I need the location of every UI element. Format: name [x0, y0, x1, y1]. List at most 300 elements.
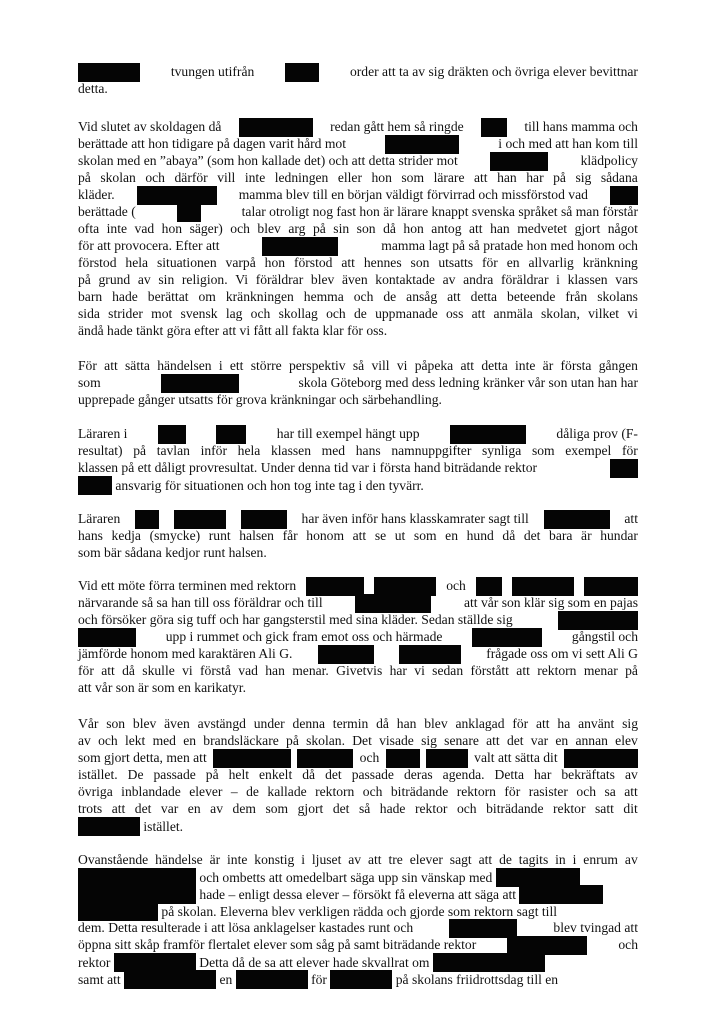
- text-word: som: [413, 528, 437, 543]
- text-word: kedja: [111, 528, 141, 543]
- text-run: och: [359, 750, 380, 765]
- text-run: skolan med en ”abaya” (som hon kallade det) och att detta strider mot: [78, 153, 458, 168]
- text-word: hela: [237, 443, 261, 458]
- text-run: till hans mamma och: [524, 119, 638, 134]
- text-word: detta: [481, 358, 508, 373]
- text-word: med: [152, 733, 176, 748]
- text-word: hund: [466, 528, 494, 543]
- text-word: antog: [431, 221, 462, 236]
- text-line: [78, 442, 638, 459]
- text-word: då: [383, 221, 396, 236]
- text-word: gången: [598, 358, 638, 373]
- text-run: dem. Detta resulterade i att lösa anklagelser kastades runt och: [78, 920, 414, 935]
- text-word: han: [490, 221, 510, 236]
- text-word: elev: [615, 733, 638, 748]
- text-line: [78, 679, 638, 696]
- text-word: förstå: [200, 663, 231, 678]
- text-word: lärare: [433, 170, 465, 185]
- text-word: att: [352, 528, 367, 543]
- text-run: och: [446, 578, 466, 593]
- text-word: hundar: [600, 528, 638, 543]
- text-word: får: [282, 528, 298, 543]
- text-word: helt: [228, 767, 250, 782]
- text-word: de: [246, 784, 259, 799]
- text-run: skola Göteborg med dess ledning kränker vår son utan han har: [298, 375, 638, 390]
- text-run: har till exempel hängt upp: [276, 426, 420, 441]
- text-run: istället.: [140, 819, 187, 834]
- text-line: [78, 732, 638, 749]
- text-word: föräldrar: [500, 272, 549, 287]
- text-word: hennes: [363, 255, 402, 270]
- text-word: påpeka: [414, 358, 454, 373]
- text-word: skollag: [278, 306, 318, 321]
- text-run: talar otroligt nog fast hon är lärare knappt svenska språket så man förstår: [241, 204, 638, 219]
- text-run: upprepade gånger utsatts för grova kränkningar och särbehandling.: [78, 392, 446, 407]
- text-word: allvarlig: [528, 255, 574, 270]
- text-word: de: [353, 306, 367, 321]
- text-run: att: [624, 511, 638, 526]
- text-word: och: [362, 784, 383, 799]
- text-word: trots: [78, 801, 103, 816]
- text-line: [78, 288, 638, 305]
- text-word: så: [352, 358, 365, 373]
- text-word: biträdande: [390, 784, 449, 799]
- text-word: ansåg: [406, 289, 438, 304]
- text-word: som: [531, 443, 555, 458]
- text-word: eller: [337, 170, 362, 185]
- redaction-block: [194, 970, 216, 989]
- text-word: oss: [446, 306, 464, 321]
- text-word: skulle: [142, 663, 175, 678]
- text-word: för: [481, 255, 498, 270]
- text-word: satt: [595, 801, 614, 816]
- text-word: resultat): [78, 443, 123, 458]
- text-word: inblandade: [121, 784, 181, 799]
- text-word: inte: [106, 221, 128, 236]
- text-word: på: [553, 170, 566, 185]
- text-word: i: [572, 852, 577, 867]
- text-run: att vår son är som en karikatyr.: [78, 680, 250, 695]
- text-word: vill: [371, 358, 390, 373]
- text-word: de: [499, 852, 512, 867]
- text-line: [78, 817, 638, 834]
- text-word: sedan: [432, 663, 464, 678]
- text-word: termin: [332, 716, 369, 731]
- text-line: [78, 919, 638, 936]
- text-word: vi: [627, 306, 638, 321]
- text-word: då: [376, 716, 389, 731]
- text-word: gjort: [297, 801, 324, 816]
- text-run: berättade (: [78, 204, 136, 219]
- text-word: elever: [409, 852, 443, 867]
- text-run: upp i rummet och gick fram emot oss och härmade: [165, 629, 443, 644]
- text-word: av: [210, 801, 223, 816]
- text-word: kränkningen: [225, 289, 294, 304]
- text-word: sätta: [125, 358, 150, 373]
- text-run: Läraren i: [78, 426, 128, 441]
- text-word: som: [265, 801, 289, 816]
- text-word: hade: [379, 801, 406, 816]
- text-word: Vi: [235, 272, 249, 287]
- text-word: istället.: [78, 767, 118, 782]
- text-run: klassen på ett dåligt provresultat. Under denna tid var i första hand biträdande rektor: [78, 460, 538, 475]
- text-word: då: [302, 767, 316, 782]
- text-run: samt att: [78, 972, 125, 987]
- text-word: att: [341, 255, 355, 270]
- text-word: biträdande: [486, 801, 544, 816]
- text-run: kläder.: [78, 187, 115, 202]
- text-word: berättat: [147, 289, 189, 304]
- text-word: halsen: [239, 528, 274, 543]
- text-word: om: [198, 289, 216, 304]
- text-word: anklagad: [455, 716, 505, 731]
- redaction-block: [330, 970, 354, 989]
- text-word: då: [122, 663, 135, 678]
- text-line: [78, 169, 638, 186]
- text-word: hans: [78, 528, 103, 543]
- text-line: [78, 645, 638, 662]
- text-word: sig: [421, 733, 437, 748]
- text-word: deras: [403, 767, 433, 782]
- text-word: tavlan: [156, 443, 190, 458]
- text-run: som gjort detta, men att: [78, 750, 207, 765]
- text-word: av: [348, 852, 362, 867]
- text-run: rektor: [78, 955, 114, 970]
- text-word: en: [555, 733, 569, 748]
- text-word: bekräftats: [561, 767, 615, 782]
- text-word: sig: [622, 716, 638, 731]
- text-word: synliga: [482, 443, 522, 458]
- text-run: på skolan. Eleverna blev verkligen rädda och gjorde som rektorn sagt till: [158, 904, 561, 919]
- text-run: redan gått hem så ringde: [330, 119, 464, 134]
- text-word: strider: [108, 306, 143, 321]
- text-line: [78, 135, 638, 152]
- text-word: skolan.: [306, 733, 345, 748]
- text-word: hela: [125, 255, 149, 270]
- text-word: då: [502, 528, 516, 543]
- text-word: föräldrar: [255, 272, 304, 287]
- text-word: blev: [310, 272, 335, 287]
- text-word: för: [512, 716, 529, 731]
- text-word: avstängd: [197, 716, 246, 731]
- text-run: i och med att han kom till: [498, 136, 638, 151]
- text-word: inte: [515, 358, 536, 373]
- text-word: även: [164, 716, 190, 731]
- text-word: skolan: [100, 170, 136, 185]
- text-word: De: [127, 767, 144, 782]
- text-word: av: [624, 852, 638, 867]
- text-word: rektorn: [315, 784, 355, 799]
- text-run: Vid ett möte förra terminen med rektorn: [78, 578, 297, 593]
- text-word: i: [301, 852, 305, 867]
- text-word: skolans: [597, 289, 638, 304]
- text-line: [78, 851, 638, 868]
- text-line: [78, 357, 638, 374]
- text-word: anmäla: [493, 306, 533, 321]
- text-run: hade – enligt dessa elever – försökt få eleverna att säga att: [196, 887, 520, 902]
- text-word: säger): [189, 221, 223, 236]
- text-line: [78, 577, 638, 594]
- text-word: blev: [132, 716, 157, 731]
- text-word: svensk: [180, 306, 218, 321]
- text-word: ut: [394, 528, 406, 543]
- text-word: för: [504, 784, 521, 799]
- text-line: [78, 800, 638, 817]
- text-word: med: [321, 443, 346, 458]
- text-word: senare: [444, 733, 479, 748]
- text-word: händelsen: [157, 358, 212, 373]
- text-word: hon: [403, 221, 424, 236]
- text-run: öppna sitt skåp framför flertalet elever som såg på samt biträdande rektor: [78, 937, 477, 952]
- text-word: utsatts: [438, 255, 474, 270]
- text-line: [78, 662, 638, 679]
- text-word: han: [396, 716, 417, 731]
- text-word: rektor: [553, 801, 586, 816]
- text-word: kallade: [267, 784, 307, 799]
- text-word: händelse: [155, 852, 203, 867]
- text-word: har: [526, 170, 544, 185]
- text-word: vi: [396, 358, 408, 373]
- text-word: visade: [379, 733, 414, 748]
- text-word: och: [230, 221, 250, 236]
- text-word: –: [230, 784, 238, 799]
- text-word: förstått: [470, 663, 509, 678]
- text-word: hans: [355, 443, 381, 458]
- text-word: menar: [583, 663, 618, 678]
- text-word: hon: [264, 255, 286, 270]
- text-run: blev tvingad att: [553, 920, 638, 935]
- text-line: [78, 715, 638, 732]
- text-word: hemma: [303, 289, 344, 304]
- text-word: sida: [78, 306, 100, 321]
- text-word: han: [265, 663, 285, 678]
- text-word: av: [624, 767, 638, 782]
- text-word: rektorn: [456, 784, 496, 799]
- text-word: religion.: [181, 272, 228, 287]
- text-run: ansvarig för situationen och hon tog inte tag i den tyvärr.: [112, 478, 428, 493]
- text-word: dem: [232, 801, 256, 816]
- text-word: rektorn: [537, 663, 577, 678]
- text-run: gångstil och: [571, 629, 638, 644]
- text-run: att vår son klär sig som en pajas: [463, 595, 638, 610]
- text-line: [78, 118, 638, 135]
- text-run: jämförde honom med karaktären Ali G.: [78, 646, 293, 661]
- text-line: [78, 885, 638, 902]
- text-word: något: [607, 221, 638, 236]
- text-line: [78, 902, 638, 919]
- text-word: att: [486, 733, 500, 748]
- text-word: och: [456, 801, 477, 816]
- text-word: inte: [227, 852, 248, 867]
- text-line: [78, 203, 638, 220]
- text-word: i: [556, 272, 560, 287]
- text-line: [78, 237, 638, 254]
- text-word: en: [506, 255, 520, 270]
- text-word: tre: [388, 852, 403, 867]
- text-line: [78, 391, 638, 408]
- text-run: tvungen utifrån: [170, 64, 255, 79]
- text-line: [78, 611, 638, 628]
- text-word: använt: [578, 716, 615, 731]
- text-line: [78, 220, 638, 237]
- text-word: på: [625, 663, 638, 678]
- text-word: denna: [292, 716, 325, 731]
- text-word: inför: [200, 443, 228, 458]
- text-word: på: [133, 443, 147, 458]
- text-word: och: [576, 784, 597, 799]
- text-word: elever: [189, 784, 223, 799]
- text-line: [78, 594, 638, 611]
- text-word: uppmanade: [375, 306, 438, 321]
- text-run: valt att sätta dit: [474, 750, 558, 765]
- text-word: och: [353, 289, 374, 304]
- text-run: närvarande så sa han till oss föräldrar och till: [78, 595, 323, 610]
- text-run: som: [78, 375, 101, 390]
- text-word: de: [383, 289, 397, 304]
- text-word: detta: [470, 289, 498, 304]
- text-word: förstod: [78, 255, 117, 270]
- text-line: [78, 527, 638, 544]
- text-word: förstod: [293, 255, 333, 270]
- text-word: att: [478, 852, 493, 867]
- text-word: var: [160, 801, 179, 816]
- text-word: i: [218, 358, 223, 373]
- text-line: [78, 254, 638, 271]
- text-line: [78, 459, 638, 476]
- text-word: mot: [151, 306, 173, 321]
- text-word: exempel: [565, 443, 612, 458]
- text-word: vad: [134, 221, 155, 236]
- text-word: övriga: [78, 784, 113, 799]
- text-word: från: [565, 289, 588, 304]
- text-line: [78, 63, 638, 80]
- text-run: för: [307, 972, 331, 987]
- text-run: order att ta av sig dräkten och övriga elever bevittnar: [349, 64, 638, 79]
- text-word: agenda.: [442, 767, 485, 782]
- text-word: även: [341, 272, 368, 287]
- text-word: att: [111, 801, 126, 816]
- text-run: på skolans friidrottsdag till en: [392, 972, 562, 987]
- text-word: ofta: [78, 221, 100, 236]
- text-word: Givetvis: [336, 663, 383, 678]
- text-word: Vår: [78, 716, 99, 731]
- text-word: blev: [257, 221, 281, 236]
- text-word: hon: [371, 170, 392, 185]
- text-line: [78, 322, 638, 339]
- text-line: [78, 374, 638, 391]
- text-word: av: [78, 733, 91, 748]
- text-word: (smycke): [149, 528, 201, 543]
- text-word: andra: [463, 272, 494, 287]
- text-word: in: [555, 852, 566, 867]
- text-word: på: [312, 221, 326, 236]
- text-run: en: [216, 972, 236, 987]
- text-word: första: [560, 358, 592, 373]
- text-word: under: [253, 716, 285, 731]
- text-run: Läraren: [78, 511, 121, 526]
- text-line: [78, 476, 638, 493]
- text-word: vilket: [588, 306, 620, 321]
- text-word: varpå: [225, 255, 256, 270]
- text-word: son: [356, 221, 376, 236]
- text-line: [78, 425, 638, 442]
- text-word: på: [78, 170, 91, 185]
- text-word: det: [134, 801, 152, 816]
- text-run: ändå hade tänkt göra efter att vi fått all fakta klar för oss.: [78, 323, 391, 338]
- text-word: klassen: [270, 443, 312, 458]
- text-word: gjort: [574, 221, 601, 236]
- text-word: se: [374, 528, 387, 543]
- text-word: har: [534, 767, 552, 782]
- text-word: klassen: [567, 272, 608, 287]
- text-word: han: [497, 170, 517, 185]
- redaction-block: [124, 970, 194, 989]
- text-word: att: [447, 289, 461, 304]
- text-word: inte: [244, 170, 266, 185]
- text-word: sa: [604, 784, 616, 799]
- text-word: en: [445, 528, 459, 543]
- text-word: en: [187, 801, 201, 816]
- text-word: dit: [623, 801, 638, 816]
- text-word: så: [358, 801, 371, 816]
- text-line: [78, 271, 638, 288]
- text-word: att: [536, 716, 550, 731]
- text-word: som: [401, 170, 425, 185]
- text-line: [78, 868, 638, 885]
- text-word: att: [460, 358, 475, 373]
- text-word: beteende: [507, 289, 556, 304]
- text-word: medvetet: [517, 221, 568, 236]
- text-run: klädpolicy: [580, 153, 638, 168]
- text-run: som bär sådana kedjor runt halsen.: [78, 545, 271, 560]
- text-word: menar.: [292, 663, 329, 678]
- text-word: enrum: [583, 852, 619, 867]
- text-word: runt: [208, 528, 231, 543]
- text-word: på: [286, 733, 299, 748]
- text-word: att: [104, 358, 118, 373]
- text-word: arg: [288, 221, 306, 236]
- text-line: [78, 80, 638, 97]
- text-word: sig: [575, 170, 592, 185]
- text-run: och: [618, 937, 638, 952]
- text-word: son: [410, 255, 430, 270]
- text-word: Ovanstående: [78, 852, 149, 867]
- redaction-block: [78, 817, 140, 836]
- text-word: för: [78, 663, 94, 678]
- text-word: enkelt: [259, 767, 293, 782]
- redaction-block: [236, 970, 308, 989]
- text-line: [78, 783, 638, 800]
- text-word: rasister: [528, 784, 568, 799]
- text-line: [78, 749, 638, 766]
- text-word: blev: [424, 716, 448, 731]
- text-run: Detta då de sa att elever hade skvallrat om: [195, 955, 433, 970]
- text-word: ledningen: [274, 170, 329, 185]
- text-line: [78, 186, 638, 203]
- text-word: att: [516, 663, 530, 678]
- text-word: ljuset: [311, 852, 342, 867]
- text-word: konstig: [254, 852, 295, 867]
- text-word: kontaktade: [375, 272, 435, 287]
- text-run: detta.: [78, 81, 112, 96]
- text-word: är: [581, 528, 592, 543]
- text-word: grund: [98, 272, 131, 287]
- text-word: rektor: [414, 801, 448, 816]
- text-run: dåliga prov (F-: [556, 426, 638, 441]
- text-line: [78, 953, 638, 970]
- text-word: lekt: [124, 733, 146, 748]
- text-word: att: [471, 306, 486, 321]
